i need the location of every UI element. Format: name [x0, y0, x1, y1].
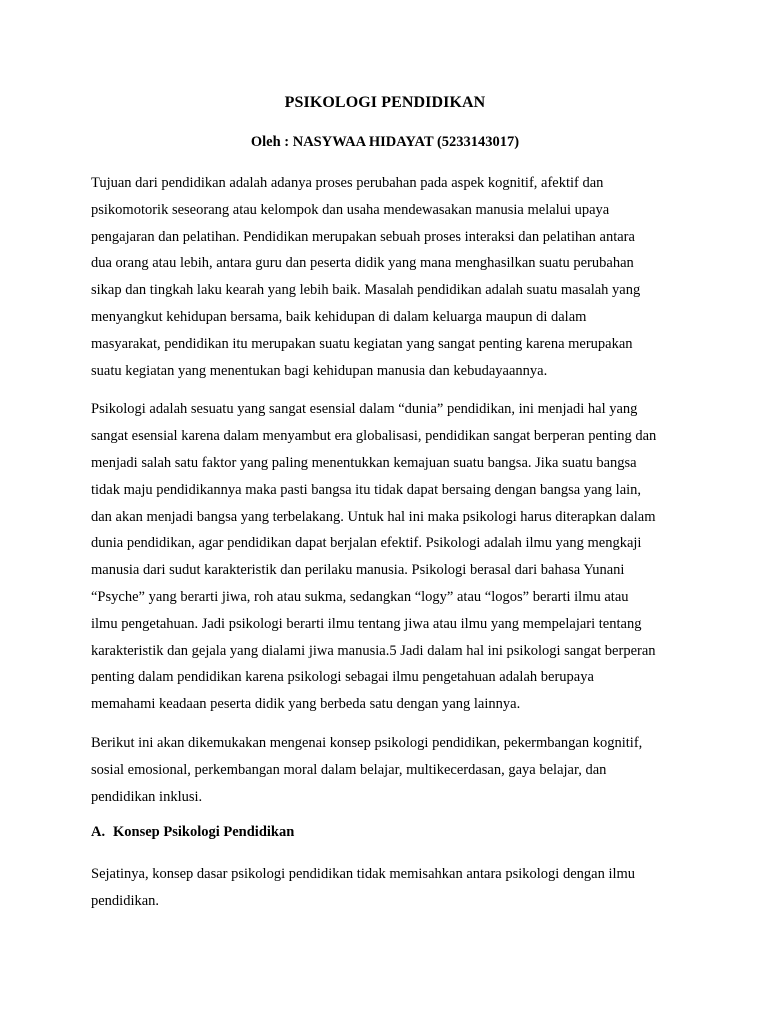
paragraph-line: sikap dan tingkah laku kearah yang lebih baik. Masalah pendidikan adalah suatu masalah yang: [91, 282, 641, 299]
paragraph-line: penting dalam pendidikan karena psikologi sebagai ilmu pengetahuan adalah berupaya: [91, 669, 594, 686]
paragraph-psikologi: [91, 396, 679, 718]
paragraph-line: dan akan menjadi bangsa yang terbelakang. Untuk hal ini maka psikologi harus diterapkan dalam: [91, 508, 656, 525]
paragraph-line: Tujuan dari pendidikan adalah adanya proses perubahan pada aspek kognitif, afektif dan: [91, 175, 604, 191]
paragraph-line: Psikologi adalah sesuatu yang sangat esensial dalam “dunia” pendidikan, ini menjadi hal yang: [91, 401, 638, 418]
paragraph-line: menjadi salah satu faktor yang paling menentukkan kemajuan suatu bangsa. Jika suatu bangsa: [91, 454, 637, 471]
paragraph-line: tidak maju pendidikannya maka pasti bangsa itu tidak dapat bersaing dengan bangsa yang lain,: [91, 481, 642, 498]
paragraph-intro: [91, 170, 679, 384]
paragraph-line: memahami keadaan peserta didik yang berbeda satu dengan yang lainnya.: [91, 696, 521, 713]
paragraph-line: sangat esensial karena dalam menyambut era globalisasi, pendidikan sangat berperan penting dan: [91, 428, 657, 445]
paragraph-line: dua orang atau lebih, antara guru dan peserta didik yang mana menghasilkan suatu perubahan: [91, 255, 634, 272]
section-heading-text: Konsep Psikologi Pendidikan: [113, 824, 295, 841]
paragraph-line: sosial emosional, perkembangan moral dalam belajar, multikecerdasan, gaya belajar, dan: [91, 761, 607, 778]
paragraph-line: dunia pendidikan, agar pendidikan dapat berjalan efektif. Psikologi adalah ilmu yang mengkaji: [91, 535, 642, 552]
paragraph-line: suatu kegiatan yang menentukan bagi kehidupan manusia dan kebudayaannya.: [91, 362, 548, 379]
paragraph-section-a: [91, 861, 679, 915]
document-body: [91, 93, 679, 927]
paragraph-line: Sejatinya, konsep dasar psikologi pendidikan tidak memisahkan antara psikologi dengan ilmu: [91, 866, 636, 883]
paragraph-overview: [91, 730, 679, 810]
paragraph-line: “Psyche” yang berarti jiwa, roh atau sukma, sedangkan “logy” atau “logos” berarti ilmu atau: [91, 588, 629, 605]
paragraph-line: pendidikan.: [91, 893, 160, 910]
paragraph-line: masyarakat, pendidikan itu merupakan suatu kegiatan yang sangat penting karena merupakan: [91, 335, 633, 352]
document-title: PSIKOLOGI PENDIDIKAN: [284, 94, 486, 111]
paragraph-line: Berikut ini akan dikemukakan mengenai konsep psikologi pendidikan, pekermbangan kognitif,: [91, 734, 643, 751]
paragraph-line: psikomotorik seseorang atau kelompok dan usaha mendewasakan manusia melalui upaya: [91, 201, 610, 218]
paragraph-line: manusia dari sudut karakteristik dan perilaku manusia. Psikologi berasal dari bahasa Yunani: [91, 562, 625, 579]
section-heading: [91, 822, 679, 842]
section-marker: A.: [91, 824, 106, 841]
paragraph-line: menyangkut kehidupan bersama, baik kehidupan di dalam keluarga maupun di dalam: [91, 308, 587, 325]
document-author: Oleh : NASYWAA HIDAYAT (5233143017): [250, 134, 520, 150]
paragraph-line: karakteristik dan gejala yang dialami jiwa manusia.5 Jadi dalam hal ini psikologi sangat berperan: [91, 642, 656, 659]
paragraph-line: pengajaran dan pelatihan. Pendidikan merupakan sebuah proses interaksi dan pelatihan antara: [91, 228, 635, 245]
paragraph-line: pendidikan inklusi.: [91, 788, 203, 805]
paragraph-line: ilmu pengetahuan. Jadi psikologi berarti ilmu tentang jiwa atau ilmu yang mempelajari tentang: [91, 615, 642, 632]
